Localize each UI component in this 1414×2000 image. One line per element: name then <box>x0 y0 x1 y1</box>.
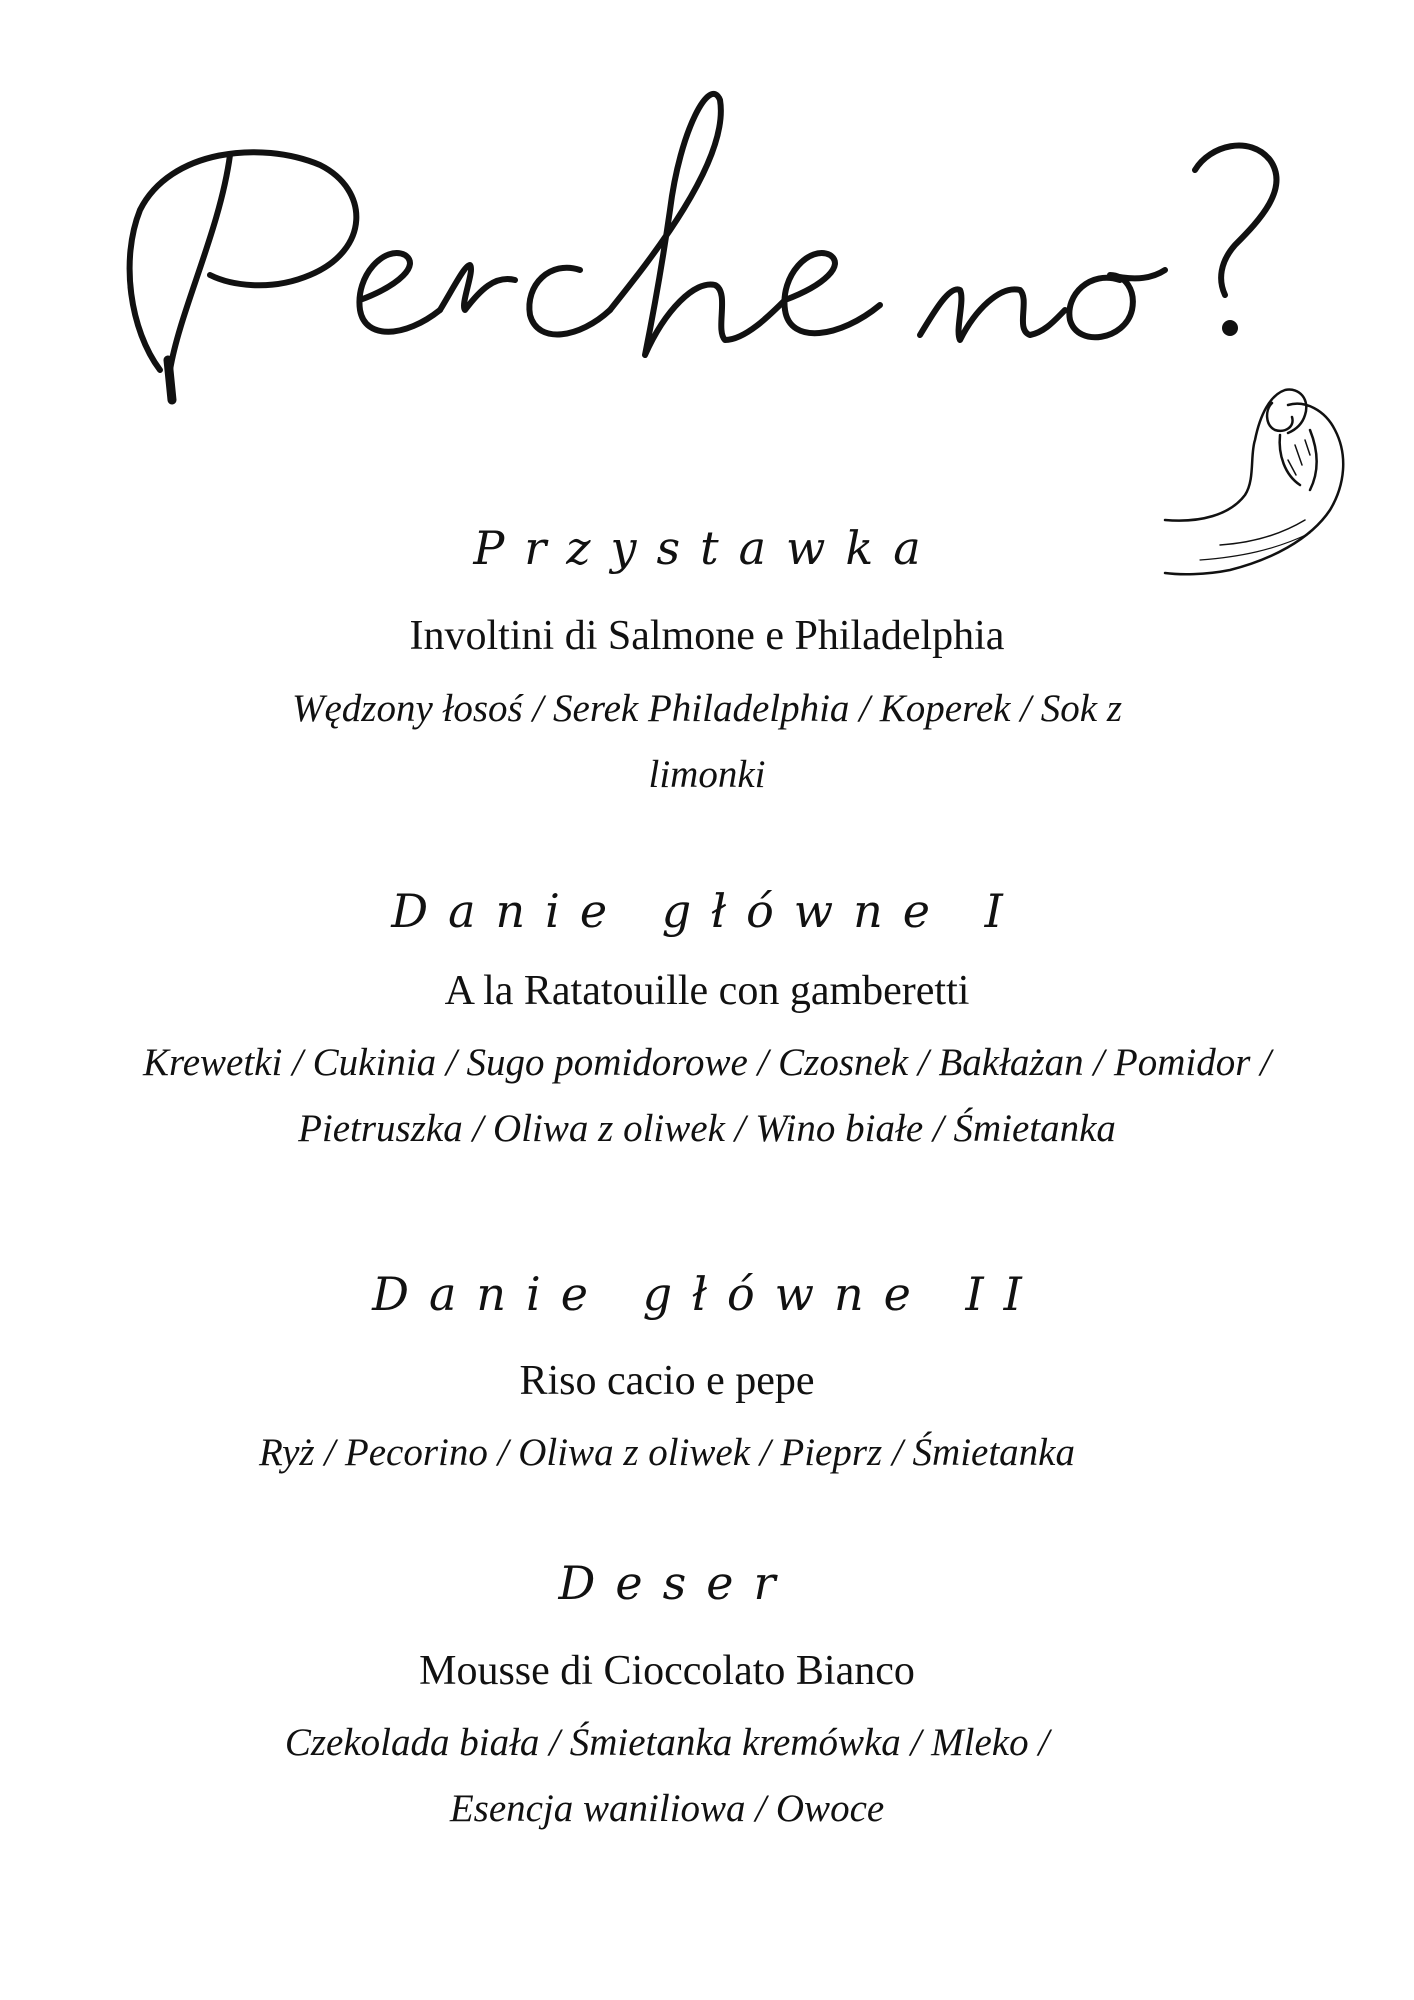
menu-title <box>120 70 1320 430</box>
dish-name-deser: Mousse di Cioccolato Bianco <box>419 1648 915 1694</box>
dish-name-danie-glowne-1: A la Ratatouille con gamberetti <box>444 968 970 1014</box>
section-title-danie-glowne-2: Danie główne II <box>372 1267 1042 1321</box>
section-title-danie-glowne-1: Danie główne I <box>391 884 1023 938</box>
ingredients-danie-glowne-2: Ryż / Pecorino / Oliwa z oliwek / Pieprz / Śmietanka <box>258 1431 1075 1474</box>
section-title-przystawka: Przystawka <box>473 521 941 575</box>
section-title-deser: Deser <box>558 1556 796 1610</box>
title-script-drawing <box>120 70 1320 430</box>
dish-name-przystawka: Involtini di Salmone e Philadelphia <box>409 613 1005 659</box>
ingredients-deser: Czekolada biała / Śmietanka kremówka / Mleko / Esencja waniliowa / Owoce <box>284 1721 1050 1830</box>
dish-name-danie-glowne-2: Riso cacio e pepe <box>519 1358 815 1404</box>
ingredients-przystawka: Wędzony łosoś / Serek Philadelphia / Koperek / Sok z limonki <box>291 687 1123 796</box>
ingredients-danie-glowne-1: Krewetki / Cukinia / Sugo pomidorowe / Czosnek / Bakłażan / Pomidor / Pietruszka / Oliwa z oliwek / Wino białe / Śmietanka <box>142 1041 1272 1150</box>
